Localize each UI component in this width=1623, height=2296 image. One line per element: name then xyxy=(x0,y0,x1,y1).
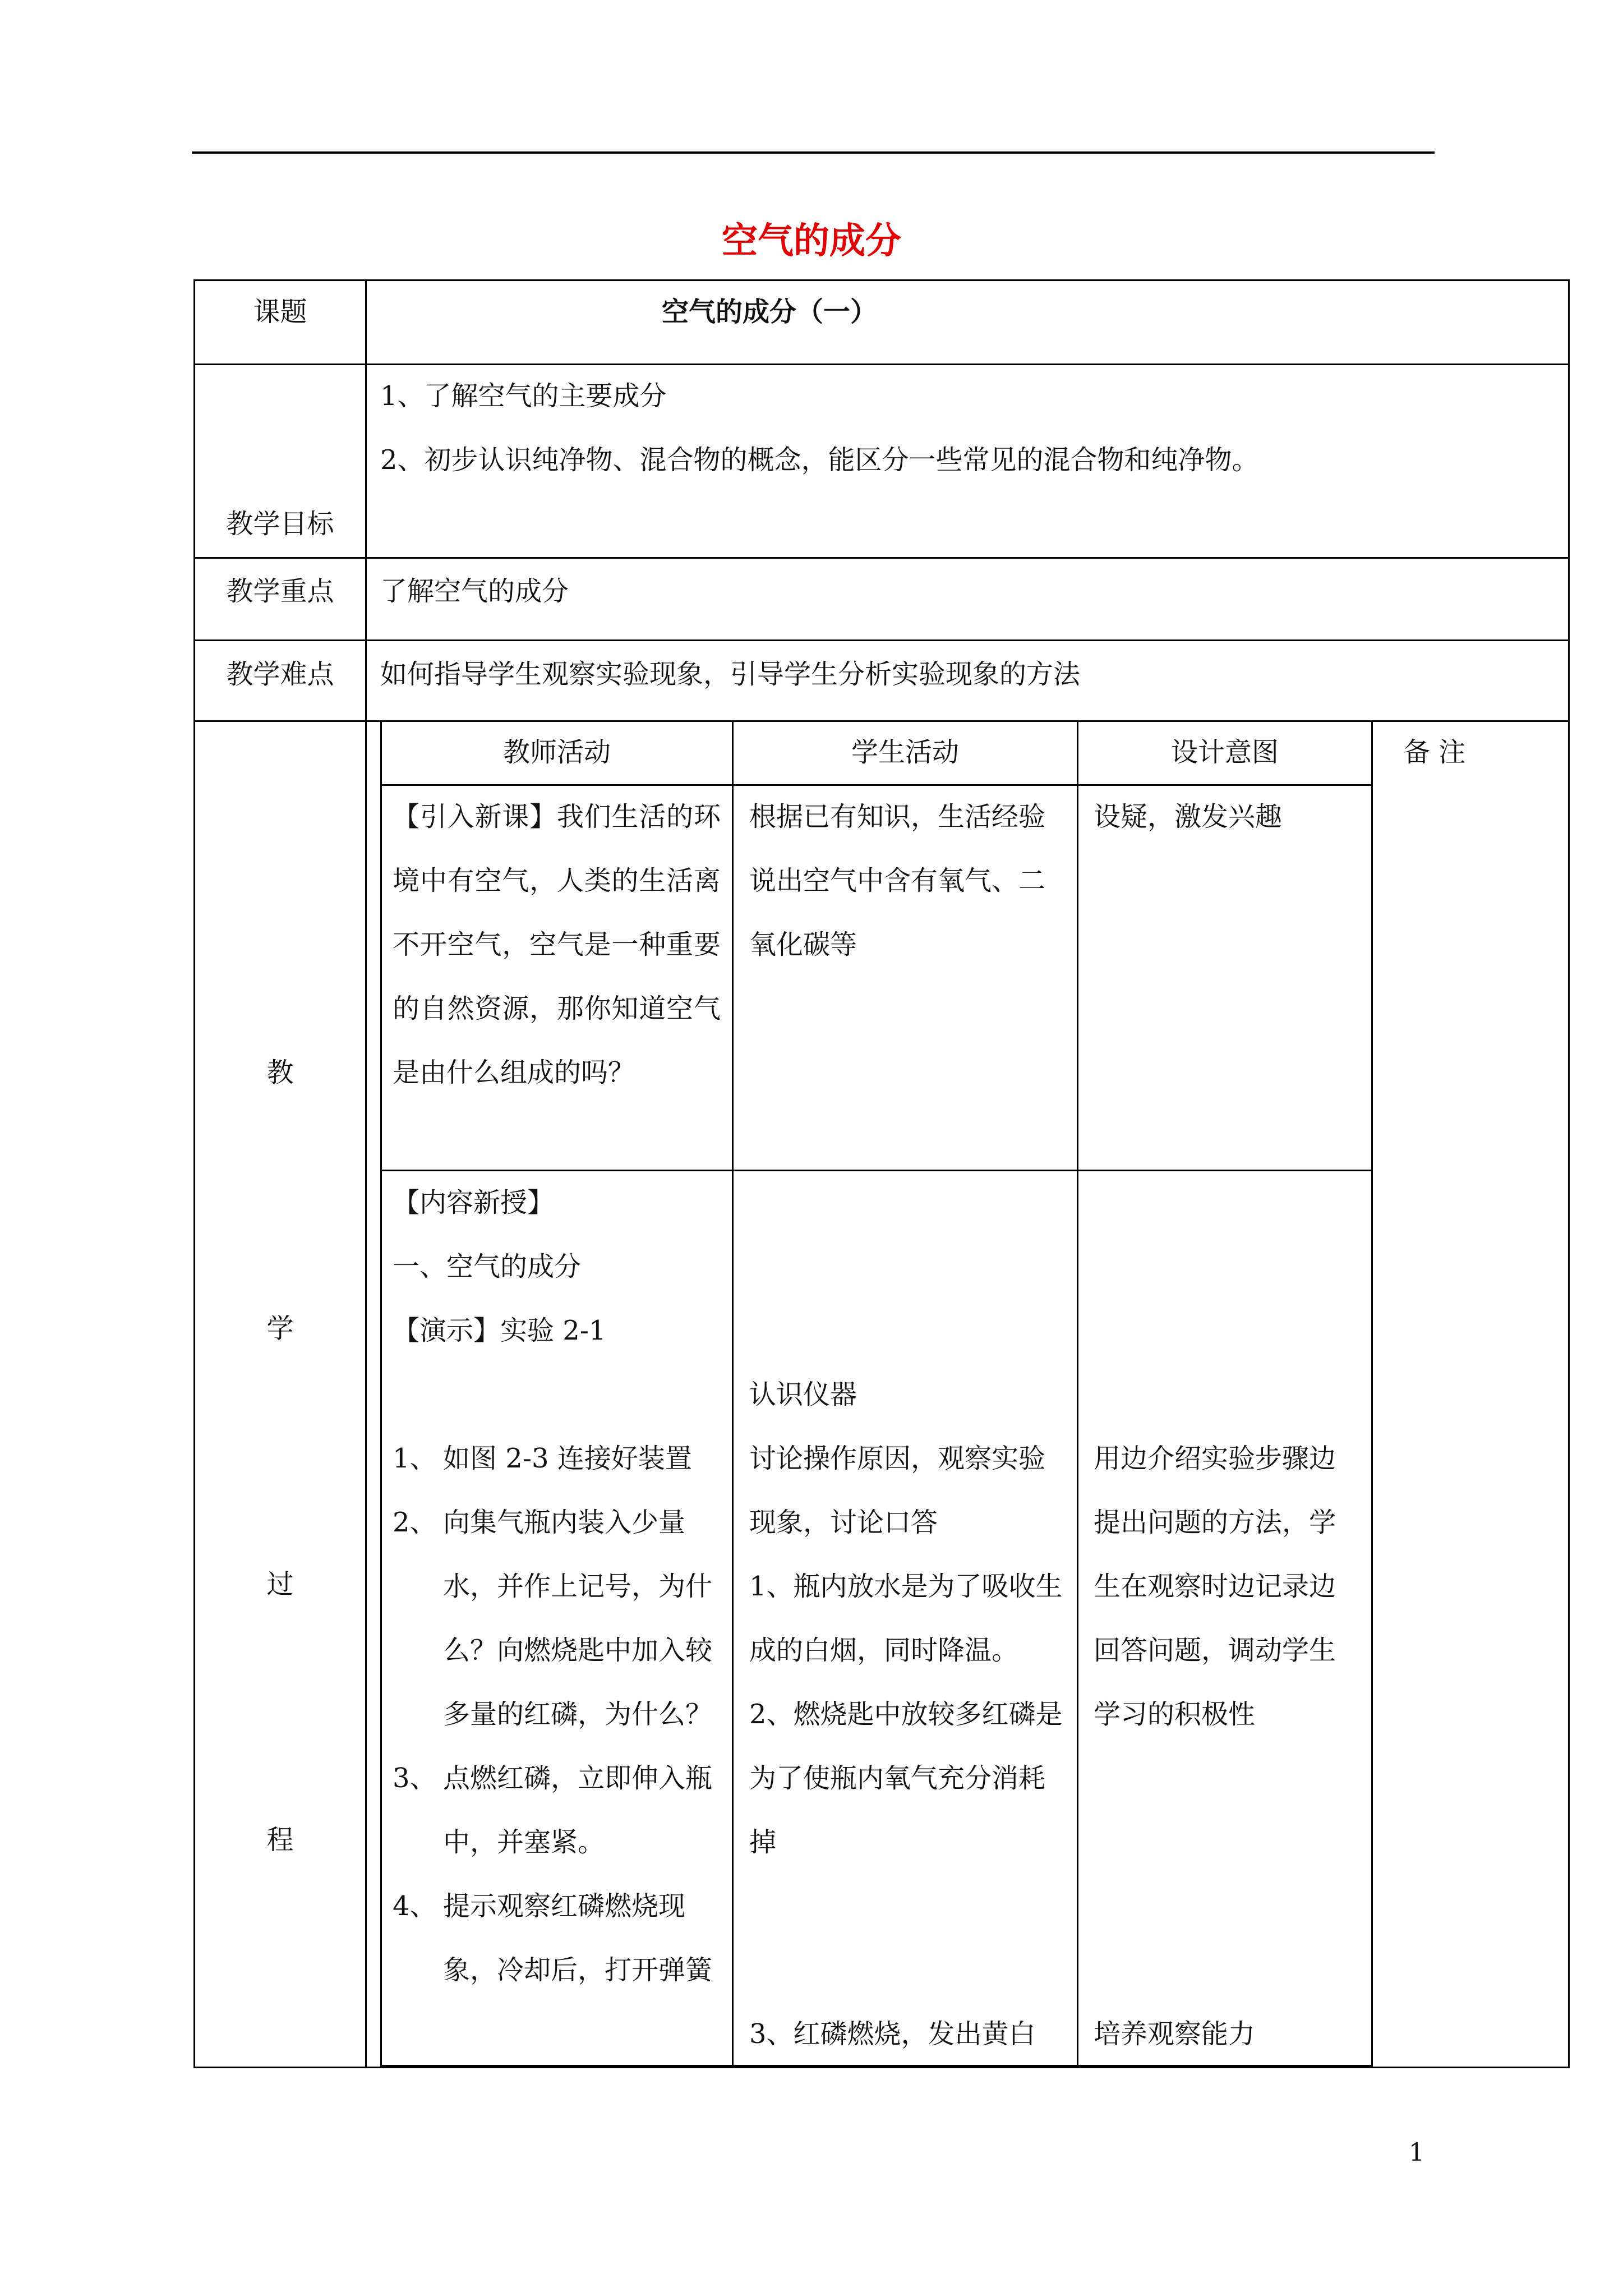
topic-label: 课题 xyxy=(253,296,307,328)
key-label: 教学重点 xyxy=(226,576,334,607)
table-border xyxy=(193,364,1570,365)
step-number: 1、 xyxy=(393,1443,437,1474)
key-value: 了解空气的成分 xyxy=(380,576,569,607)
table-border xyxy=(193,2067,1570,2068)
design-intro: 设疑，激发兴趣 xyxy=(1094,801,1283,832)
inner-table-border xyxy=(1371,720,1373,2067)
page-number: 1 xyxy=(1409,2138,1424,2167)
table-border xyxy=(1568,279,1570,2068)
header-teacher: 教师活动 xyxy=(502,737,611,768)
table-border xyxy=(193,557,1570,559)
student-intro: 根据已有知识，生活经验说出空气中含有氧气、二氧化碳等 xyxy=(749,801,1046,960)
teacher-intro: 【引入新课】我们生活的环境中有空气，人类的生活离不开空气，空气是一种重要的自然资源，那你知道空气是由什么组成的吗？ xyxy=(393,801,721,1088)
header-rule xyxy=(192,151,1435,154)
step-text: 点燃红磷，立即伸入瓶中，并塞紧。 xyxy=(443,1763,713,1858)
goal-item: 2、初步认识纯净物、混合物的概念，能区分一些常见的混合物和纯净物。 xyxy=(380,444,1259,476)
teacher-section-heading xyxy=(393,1171,721,1363)
goal-label: 教学目标 xyxy=(226,508,334,540)
table-border xyxy=(193,279,1570,281)
inner-table-border xyxy=(380,720,382,2067)
table-border xyxy=(193,279,195,2068)
teacher-heading-line: 一、空气的成分 xyxy=(393,1251,582,1282)
step-number: 3、 xyxy=(393,1763,437,1794)
header-design: 设计意图 xyxy=(1170,737,1279,768)
student-text: 认识仪器 xyxy=(749,1379,857,1410)
difficulty-label: 教学难点 xyxy=(226,659,334,690)
list-item xyxy=(393,1746,723,1874)
step-number: 2、 xyxy=(393,1507,437,1538)
process-side-char: 过 xyxy=(266,1568,294,1600)
student-text: 2、燃烧匙中放较多红磷是为了使瓶内氧气充分消耗掉 xyxy=(749,1699,1063,1858)
step-number: 4、 xyxy=(393,1890,437,1922)
step-text: 向集气瓶内装入少量水，并作上记号，为什么？向燃烧匙中加入较多量的红磷，为什么？ xyxy=(443,1507,713,1730)
process-side-char: 教 xyxy=(266,1057,294,1088)
inner-table-border xyxy=(1077,720,1078,2067)
goal-item: 1、了解空气的主要成分 xyxy=(380,380,667,412)
teacher-heading-line: 【内容新授】 xyxy=(393,1187,555,1218)
student-text: 1、瓶内放水是为了吸收生成的白烟，同时降温。 xyxy=(749,1571,1063,1666)
inner-table-border xyxy=(732,720,734,2067)
step-text: 如图 2-3 连接好装置 xyxy=(443,1443,692,1474)
process-side-char: 学 xyxy=(266,1313,294,1344)
header-note: 备 注 xyxy=(1403,737,1466,768)
process-side-char: 程 xyxy=(266,1824,294,1856)
page-title: 空气的成分 xyxy=(722,220,901,262)
table-border xyxy=(365,279,367,2068)
student-text: 讨论操作原因，观察实验现象，讨论口答 xyxy=(749,1443,1046,1538)
step-text: 提示观察红磷燃烧现象，冷却后，打开弹簧 xyxy=(443,1890,713,1986)
teacher-steps xyxy=(393,1427,723,2002)
header-student: 学生活动 xyxy=(851,737,959,768)
design-text: 培养观察能力 xyxy=(1094,2018,1256,2050)
student-text: 3、红磷燃烧，发出黄白 xyxy=(749,2018,1036,2050)
teacher-heading-line: 【演示】实验 2-1 xyxy=(393,1315,606,1346)
list-item xyxy=(393,1427,723,1490)
design-text: 用边介绍实验步骤边提出问题的方法，学生在观察时边记录边回答问题，调动学生学习的积极性 xyxy=(1094,1443,1336,1730)
list-item xyxy=(393,1874,723,2002)
difficulty-value: 如何指导学生观察实验现象，引导学生分析实验现象的方法 xyxy=(380,659,1081,690)
list-item xyxy=(393,1490,723,1746)
table-border xyxy=(193,639,1570,641)
topic-value: 空气的成分（一） xyxy=(662,296,878,328)
inner-table-border xyxy=(380,720,1373,722)
